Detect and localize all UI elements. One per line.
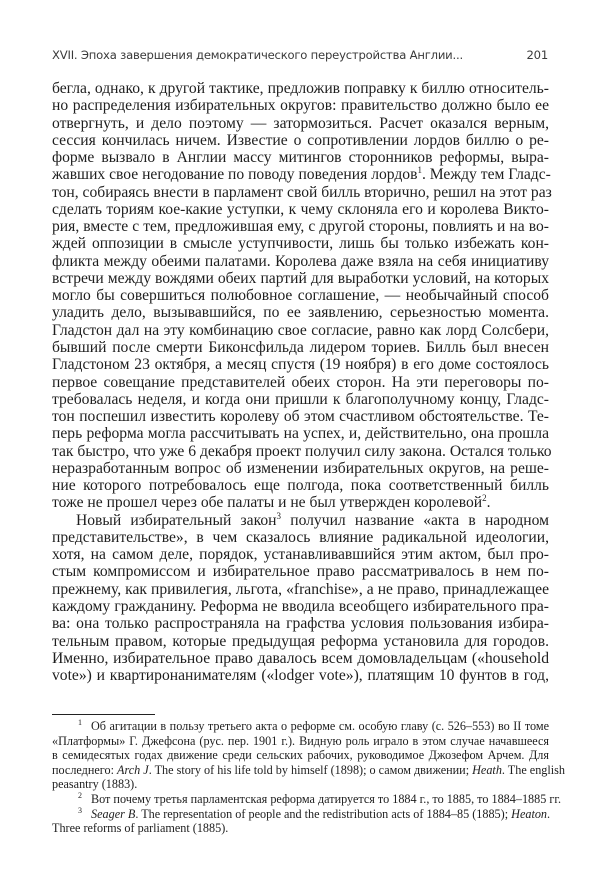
- footnote-line: [52, 777, 549, 792]
- text-line: [52, 460, 549, 477]
- text-line: [52, 270, 549, 287]
- page-number: 201: [526, 48, 548, 62]
- text-run: каждому гражданину. Реформа не вводила всеобщего избирательного пра-: [52, 597, 549, 615]
- footnote-line: [52, 821, 549, 836]
- text-run: peasantry (1883).: [52, 777, 138, 792]
- text-run: бывший после смерти Биконсфильда лидером ториев. Билль был внесен: [52, 338, 549, 356]
- text-run: Вот почему третья парламентская реформа датируется то 1884 г., то 1885, то 1884–1885 гг.: [91, 791, 562, 806]
- footnote-line: [52, 719, 549, 734]
- text-run: Heath: [472, 762, 502, 777]
- text-line: [52, 477, 549, 494]
- text-run: в семидесятых годах движение среди сельских рабочих, руководимое Джозефом Арчем. Для: [52, 748, 549, 763]
- text-run: бегла, однако, к другой тактике, предложив поправку к биллю относитель-: [52, 80, 549, 97]
- text-line: [52, 442, 552, 460]
- text-line: [52, 546, 549, 563]
- text-line: [52, 408, 549, 425]
- text-line: [52, 183, 552, 201]
- text-line: [52, 374, 549, 391]
- text-run: Новый избирательный закон: [76, 511, 277, 529]
- text-line: [52, 218, 549, 235]
- text-run: .: [547, 806, 551, 821]
- text-line: [52, 304, 549, 321]
- text-run: Arch J: [117, 762, 149, 777]
- text-line: [52, 356, 549, 373]
- text-line: [52, 667, 549, 684]
- text-line: [52, 598, 549, 615]
- text-line: [52, 650, 549, 667]
- text-run: сделать ториям кое-какие уступки, к чему склоняла его и королева Викто-: [52, 200, 549, 218]
- text-run: требовалась неделя, и когда они пришли к благополучному концу, Гладс-: [52, 390, 549, 408]
- text-line: [52, 425, 549, 442]
- text-run: Heaton: [511, 806, 548, 821]
- text-run: тон, собираясь внести в парламент свой билль вторично, решил на этот раз: [52, 183, 552, 201]
- footnote-ref: 1: [78, 718, 82, 727]
- text-run: Об агитации в пользу третьего акта о реформе см. особую главу (с. 526–553) во II томе: [91, 719, 549, 733]
- text-line: [52, 494, 549, 511]
- text-run: перь реформа могла рассчитывать на успех, и, действительно, она прошла: [52, 425, 549, 443]
- text-line: [52, 287, 549, 304]
- text-run: хотя, на самом деле, порядок, устанавливавшийся этим актом, был про-: [52, 546, 549, 564]
- text-run: . The representation of people and the redistribution acts of 1884–85 (1885);: [135, 806, 512, 821]
- text-run: отвергнуть, и дело поэтому — затормозиться. Расчет оказался верным,: [52, 114, 549, 132]
- text-line: [52, 235, 549, 252]
- text-run: Гладстоном 23 октября, а месяц спустя (19 ноября) в его доме состоялось: [52, 356, 549, 374]
- text-run: последнего:: [52, 762, 118, 777]
- text-run: тон поспешил известить королеву об этом счастливом обстоятельстве. Те-: [52, 408, 549, 426]
- text-run: рия, вместе с тем, предложившая ему, с другой стороны, повлиять и на во-: [52, 218, 549, 236]
- text-run: .: [486, 494, 491, 512]
- text-run: получил название «акта в народном: [281, 511, 549, 529]
- text-line: [52, 391, 549, 408]
- text-run: представительстве», в чем сказалось влияние радикальной идеологии,: [52, 528, 549, 546]
- main-text: [52, 80, 552, 685]
- text-run: Именно, избирательное право давалось всем домовладельцам («household: [52, 649, 549, 667]
- text-run: . The english: [501, 762, 565, 777]
- text-run: сессия кончилась ничем. Известие о сопротивлении лордов биллю о ре-: [52, 131, 549, 149]
- text-run: ва: она только распространяла на графства условия пользования избира-: [52, 615, 549, 633]
- text-run: Three reforms of parliament (1885).: [52, 821, 229, 836]
- text-run: так быстро, что уже 6 декабря проект получил силу закона. Остался только: [52, 442, 552, 460]
- footnote-ref: 3: [78, 805, 82, 815]
- text-line: [52, 529, 549, 546]
- footnote-line: [52, 790, 562, 807]
- text-run: уладить дело, вызывавшийся, по ее заявлению, серьезностью момента.: [52, 304, 549, 322]
- running-title: XVII. Эпоха завершения демократического переустройства Англии...: [52, 48, 463, 62]
- text-run: тельным правом, которые предыдущая реформа установила для городов.: [52, 632, 549, 650]
- text-run: тоже не прошел через обе палаты и не был утвержден королевой: [52, 494, 483, 512]
- running-header: [52, 48, 548, 66]
- text-line: [52, 132, 549, 149]
- footnote-divider: [52, 714, 155, 715]
- text-line: [52, 339, 549, 356]
- text-run: прежнему, как привилегия, льгота, «franchise», а не право, принадлежащее: [52, 580, 549, 598]
- footnote-ref: 2: [78, 790, 82, 800]
- text-line: [52, 253, 549, 270]
- text-line: [52, 201, 549, 218]
- text-line: [52, 97, 549, 114]
- text-run: фликта между обеими палатами. Королева даже взяла на себя инициативу: [52, 252, 549, 270]
- footnote-ref: 3: [276, 510, 282, 521]
- text-run: Seager B: [91, 806, 136, 821]
- text-run: ние которого потребовалось еще полгода, пока соответственный билль: [52, 477, 549, 495]
- text-run: неразработанным вопрос об изменении избирательных округов, на реше-: [52, 459, 549, 477]
- text-run: жавших свое негодование по поводу поведения лордов: [52, 166, 418, 184]
- text-line: [52, 633, 549, 650]
- text-run: . Между тем Гладс-: [421, 166, 551, 184]
- text-run: форме вызвало в Англии массу митингов сторонников реформы, выра-: [52, 149, 549, 167]
- text-line: [52, 80, 549, 97]
- footnote-line: [52, 762, 565, 778]
- footnote-ref: 2: [482, 493, 487, 504]
- text-line: [52, 615, 549, 632]
- text-run: Гладстон дал на эту комбинацию свое согласие, равно как лорд Солсбери,: [52, 321, 549, 339]
- text-line: [52, 581, 549, 598]
- text-run: но распределения избирательных округов: правительство должно было ее: [52, 97, 549, 115]
- text-run: ждей оппозиции в смысле уступчивости, лишь бы только избежать кон-: [52, 235, 549, 253]
- footnote-ref: 1: [417, 165, 422, 176]
- footnote-line: [52, 748, 549, 763]
- text-line: [52, 115, 549, 132]
- text-run: стым компромиссом и избирательное право рассматривалось в нем по-: [52, 563, 549, 581]
- text-run: «Платформы» Г. Джефсона (рус. пер. 1901 г.). Видную роль играло в этом случае начавшееся: [52, 733, 549, 748]
- text-line: [52, 322, 549, 339]
- text-run: могло бы совершиться полюбовное соглашение, — необычайный способ: [52, 287, 549, 305]
- text-line: [52, 166, 549, 183]
- footnotes: [52, 718, 565, 836]
- text-line: [52, 563, 549, 580]
- text-line: [52, 149, 549, 166]
- text-run: vote») и квартиронанимателям («lodger vote»), платящим 10 фунтов в год,: [52, 667, 549, 685]
- footnote-line: [52, 807, 549, 822]
- text-run: первое совещание представителей обеих сторон. На эти переговоры по-: [52, 373, 549, 391]
- text-run: встречи между вождями обеих партий для выработки условий, на которых: [52, 269, 549, 287]
- text-run: . The story of his life told by himself (1898); о самом движении;: [148, 762, 473, 777]
- text-line: [52, 512, 549, 529]
- footnote-line: [52, 734, 549, 749]
